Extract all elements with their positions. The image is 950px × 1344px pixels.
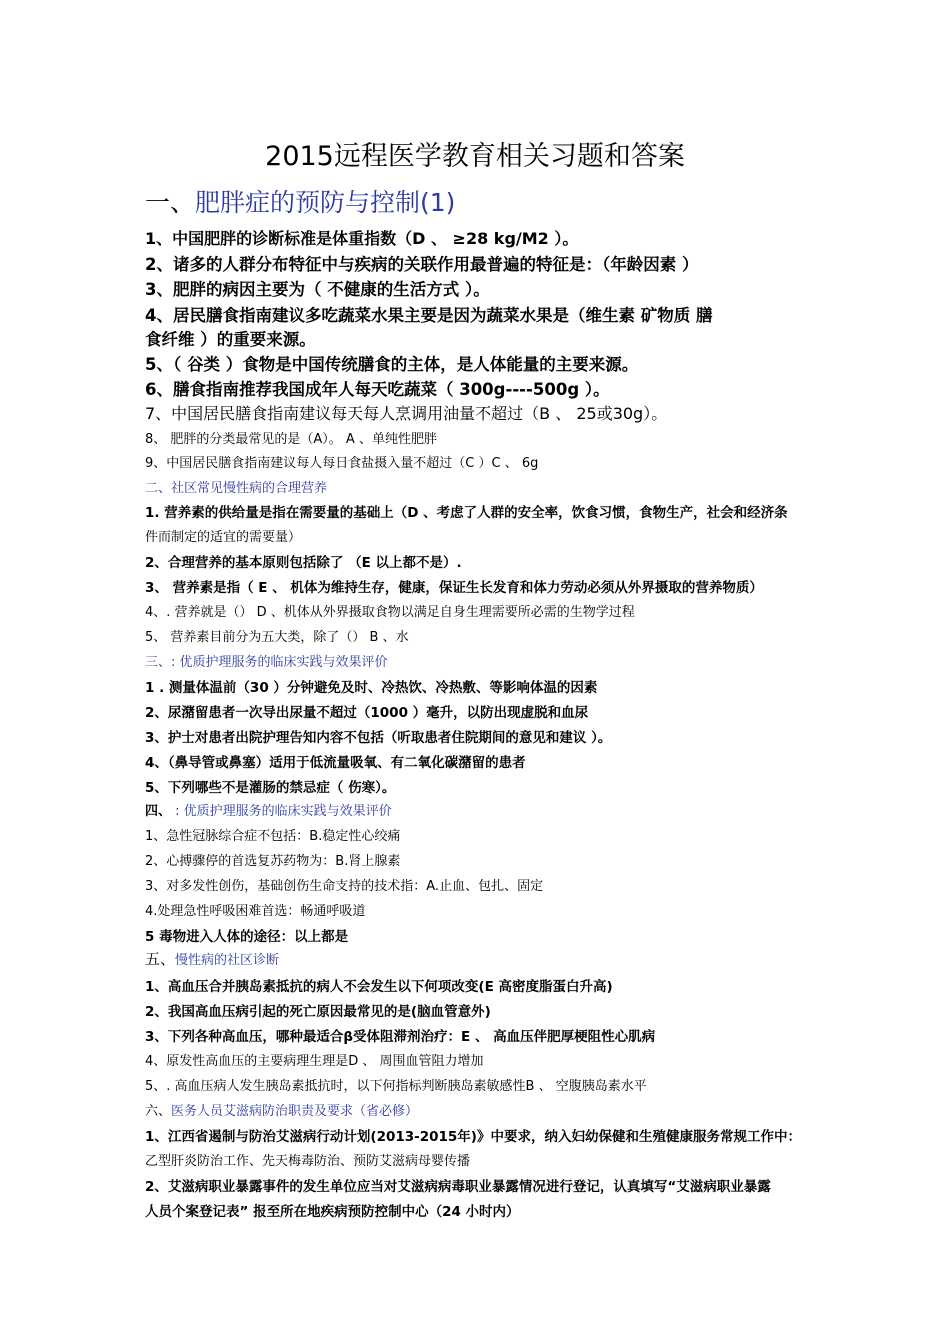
s5-q3: 3、下列各种高血压，哪种最适合β受体阻滞剂治疗：E 、 高血压伴肥厚梗阻性心肌病: [145, 1029, 656, 1045]
section-4-heading: [145, 800, 392, 819]
s3-q3: 3、护士对患者出院护理告知内容不包括（听取患者住院期间的意见和建议 ）。: [145, 730, 612, 746]
section-6-heading: [145, 1100, 418, 1119]
s5-q5: 5、. 高血压病人发生胰岛素抵抗时，以下何指标判断胰岛素敏感性B 、 空腹胰岛素水平: [145, 1079, 647, 1094]
s5-q2: 2、我国高血压病引起的死亡原因最常见的是(脑血管意外): [145, 1004, 491, 1020]
section-1-title: 肥胖症的预防与控制(1): [195, 188, 456, 217]
s4-q3: 3、对多发性创伤，基础创伤生命支持的技术指：A.止血、包扎、固定: [145, 879, 544, 894]
s1-q4: 4、居民膳食指南建议多吃蔬菜水果主要是因为蔬菜水果是（维生素 矿物质 膳: [145, 306, 713, 325]
s4-q1: 1、急性冠脉综合症不包括：B.稳定性心绞痛: [145, 829, 401, 844]
s2-q5: 5、 营养素目前分为五大类，除了（） B 、水: [145, 630, 409, 645]
s4-q4: 4.处理急性呼吸困难首选：畅通呼吸道: [145, 904, 366, 919]
s3-q5: 5、下列哪些不是灌肠的禁忌症（ 伤寒）。: [145, 780, 396, 796]
section-6-title: 医务人员艾滋病防治职责及要求（省必修）: [171, 1104, 419, 1119]
section-4-title: : 优质护理服务的临床实践与效果评价: [171, 804, 392, 819]
section-5-prefix: 五、: [145, 950, 176, 968]
s1-q3: 3、肥胖的病因主要为（ 不健康的生活方式 ）。: [145, 280, 490, 299]
s1-q5: 5、（ 谷类 ）食物是中国传统膳食的主体，是人体能量的主要来源。: [145, 355, 639, 374]
s6-q2-cont: 人员个案登记表” 报至所在地疾病预防控制中心（24 小时内）: [145, 1204, 520, 1220]
document-title: 2015远程医学教育相关习题和答案: [265, 141, 685, 172]
s4-q5: 5 毒物进入人体的途径：以上都是: [145, 929, 349, 945]
section-5-title: 慢性病的社区诊断: [175, 953, 280, 968]
s1-q7: 7、中国居民膳食指南建议每天每人烹调用油量不超过（B 、 25或30g）。: [145, 404, 668, 423]
s1-q2: 2、诸多的人群分布特征中与疾病的关联作用最普遍的特征是：（年龄因素 ）: [145, 255, 699, 274]
s1-q4-cont: 食纤维 ）的重要来源。: [145, 330, 316, 349]
s1-q6: 6、膳食指南推荐我国成年人每天吃蔬菜（ 300g----500g ）。: [145, 380, 610, 399]
s5-q4: 4、原发性高血压的主要病理生理是D 、 周围血管阻力增加: [145, 1054, 484, 1069]
s2-q3: 3、 营养素是指（ E 、 机体为维持生存，健康，保证生长发育和体力劳动必须从外界摄取的营养物质）: [145, 580, 763, 596]
s1-q8: 8、 肥胖的分类最常见的是（A）。 A 、单纯性肥胖: [145, 432, 437, 447]
section-6-prefix: 六、: [145, 1104, 172, 1119]
s6-q2: 2、艾滋病职业暴露事件的发生单位应当对艾滋病病毒职业暴露情况进行登记，认真填写“艾滋病职业暴露: [145, 1179, 771, 1195]
s1-q9: 9、中国居民膳食指南建议每人每日食盐摄入量不超过（C ）C 、 6g: [145, 456, 539, 471]
section-5-heading: [145, 948, 279, 969]
section-4-prefix: 四、: [145, 804, 172, 819]
s2-q1: 1. 营养素的供给量是指在需要量的基础上（D 、考虑了人群的安全率，饮食习惯，食物生产，社会和经济条: [145, 505, 788, 521]
s1-q1: 1、中国肥胖的诊断标准是体重指数（D 、 ≥28 kg/M2 ）。: [145, 229, 579, 248]
section-3-heading: 三、: 优质护理服务的临床实践与效果评价: [145, 655, 388, 670]
s3-q4: 4、（鼻导管或鼻塞）适用于低流量吸氧、有二氧化碳潴留的患者: [145, 755, 526, 771]
s6-q1-cont: 乙型肝炎防治工作、先天梅毒防治、预防艾滋病母婴传播: [145, 1154, 471, 1169]
s4-q2: 2、心搏骤停的首选复苏药物为：B.肾上腺素: [145, 854, 401, 869]
s3-q1: 1 . 测量体温前（30 ）分钟避免及时、冷热饮、冷热敷、等影响体温的因素: [145, 680, 598, 696]
section-2-heading: 二、社区常见慢性病的合理营养: [145, 481, 328, 496]
section-1-heading: [145, 183, 455, 219]
s3-q2: 2、尿潴留患者一次导出尿量不超过（1000 ）毫升，以防出现虚脱和血尿: [145, 705, 589, 721]
s2-q1-cont: 件而制定的适宜的需要量）: [145, 530, 302, 545]
s2-q4: 4、. 营养就是（） D 、机体从外界摄取食物以满足自身生理需要所必需的生物学过程: [145, 605, 635, 620]
s6-q1: 1、江西省遏制与防治艾滋病行动计划(2013-2015年)》中要求，纳入妇幼保健和生殖健康服务常规工作中：: [145, 1129, 801, 1145]
s5-q1: 1、高血压合并胰岛素抵抗的病人不会发生以下何项改变(E 高密度脂蛋白升高): [145, 979, 613, 995]
s2-q2: 2、合理营养的基本原则包括除了 （E 以上都不是）.: [145, 555, 462, 571]
section-1-prefix: 一、: [145, 188, 196, 217]
